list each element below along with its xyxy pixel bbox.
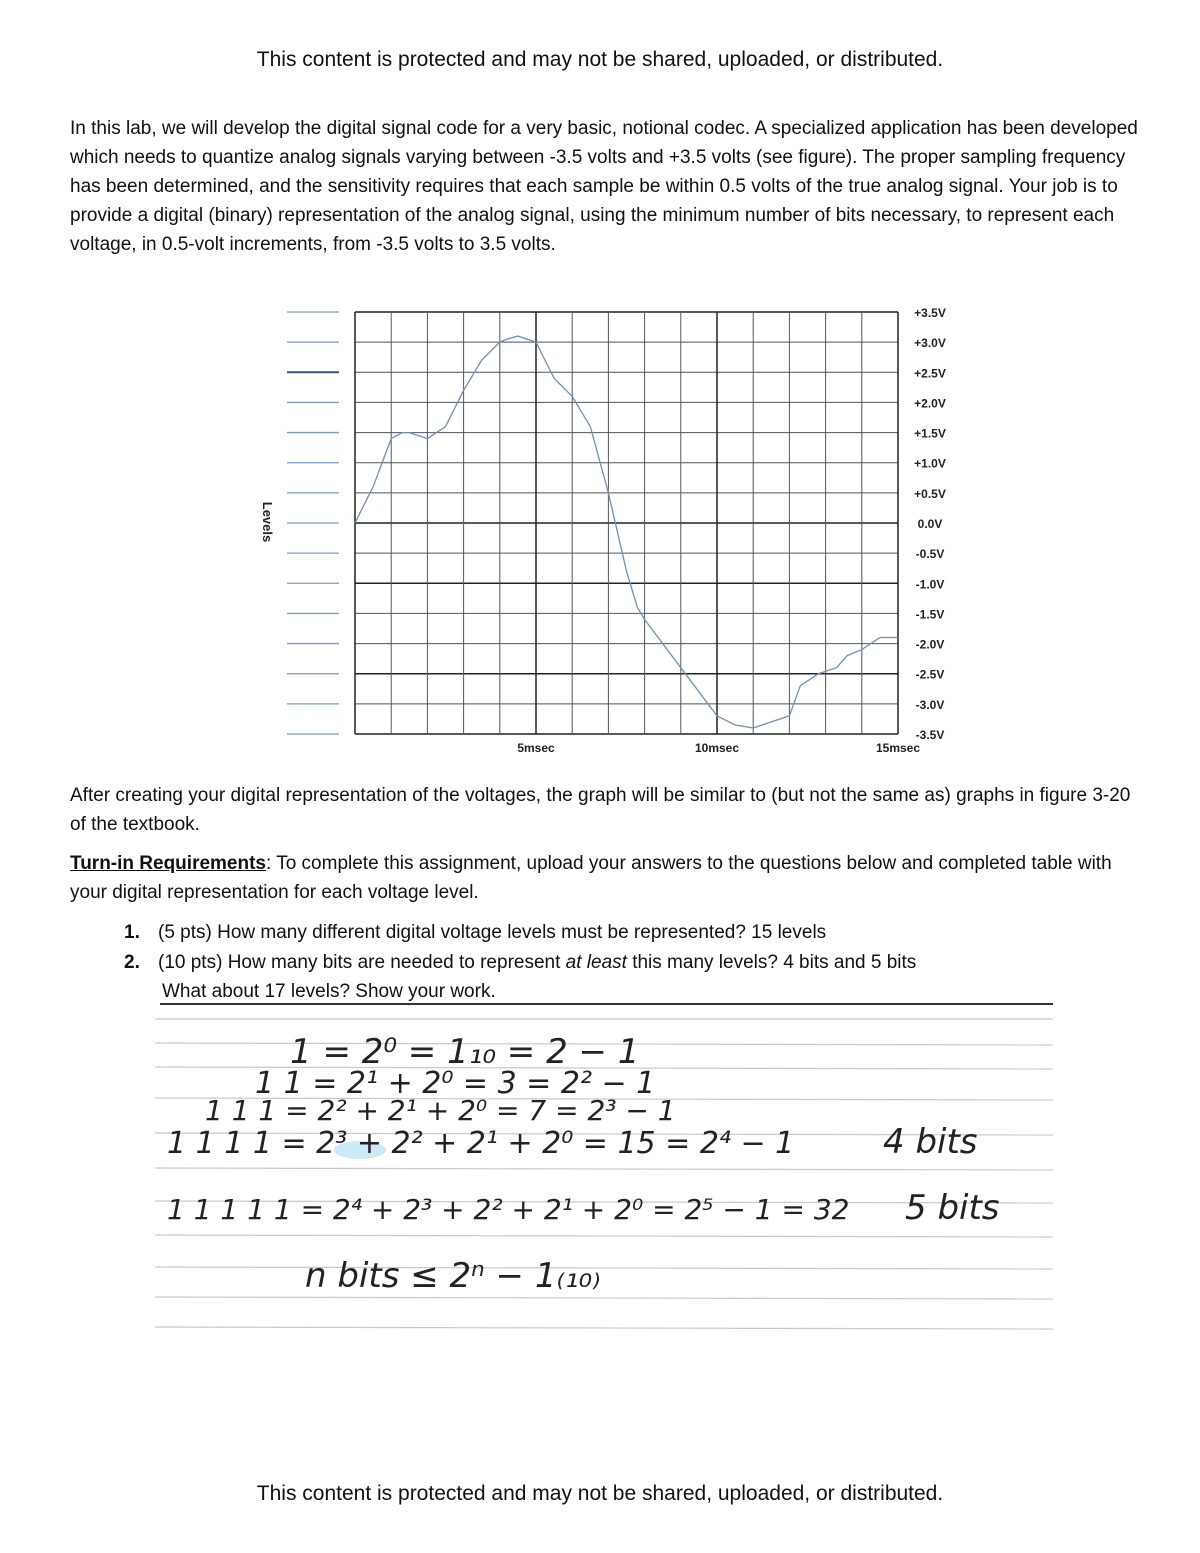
question-number: 2. <box>124 952 140 973</box>
turn-in-text: : To complete this assignment, upload your answers to the questions below and completed table with your digital representation for each voltage level. <box>70 853 1112 903</box>
time-labels <box>517 741 920 755</box>
voltage-label: +1.0V <box>914 456 946 471</box>
turn-in-heading: Turn-in Requirements <box>70 853 266 874</box>
copyright-banner-top: This content is protected and may not be shared, uploaded, or distributed. <box>256 48 944 71</box>
time-label: 5msec <box>517 741 555 755</box>
handwritten-work <box>155 1005 1055 1335</box>
analog-signal-line <box>355 336 898 728</box>
voltage-label: +3.0V <box>914 336 946 351</box>
voltage-label: -1.0V <box>915 577 945 592</box>
level-marks <box>287 312 339 734</box>
hand-line-5-bits: 5 bits <box>905 1188 1000 1228</box>
time-label: 10msec <box>694 741 740 755</box>
hand-line-6: n bits ≤ 2ⁿ − 1₍₁₀₎ <box>305 1256 601 1296</box>
turn-in-requirements <box>70 849 1140 907</box>
voltage-label: -0.5V <box>915 547 945 562</box>
question-2-sub: What about 17 levels? Show your work. <box>162 981 496 1002</box>
voltage-labels <box>914 306 946 742</box>
voltage-label: +2.0V <box>914 396 946 411</box>
question-text: (10 pts) How many bits are needed to represent <box>158 952 566 973</box>
question-number: 1. <box>124 922 140 943</box>
hand-line-4: 1 1 1 1 = 2³ + 2² + 2¹ + 2⁰ = 15 = 2⁴ − 1 <box>167 1126 795 1161</box>
voltage-label: -2.5V <box>915 667 945 682</box>
time-label: 15msec <box>875 741 921 755</box>
voltage-label: 0.0V <box>917 517 943 531</box>
voltage-label: -3.0V <box>915 697 945 712</box>
hand-line-1: 1 = 2⁰ = 1₁₀ = 2 − 1 <box>290 1032 640 1072</box>
voltage-label: +1.5V <box>914 426 946 441</box>
intro-paragraph: In this lab, we will develop the digital signal code for a very basic, notional codec. A specialized application has been developed which needs to quantize analog signals varying between -3.5 volts and +3.5 volts (see figure). The proper sampling frequency has been determined, and the sensitivity requires that each sample be within 0.5 volts of the true analog signal. Your job is to provide a digital (binary) representation of the analog signal, using the minimum number of bits necessary, to represent each voltage, in 0.5-volt increments, from -3.5 volts to 3.5 volts. <box>70 118 1138 255</box>
hand-line-3: 1 1 1 = 2² + 2¹ + 2⁰ = 7 = 2³ − 1 <box>205 1094 676 1127</box>
question-2 <box>124 948 1124 977</box>
voltage-label: +3.5V <box>914 306 946 320</box>
voltage-label: +0.5V <box>914 486 946 501</box>
hand-line-5: 1 1 1 1 1 = 2⁴ + 2³ + 2² + 2¹ + 2⁰ = 2⁵ − 1 = 32 <box>167 1193 850 1226</box>
question-emphasis: at least <box>565 952 627 973</box>
voltage-label: -1.5V <box>915 607 945 622</box>
signal-chart <box>240 296 960 766</box>
question-text: (5 pts) How many different digital voltage levels must be represented? 15 levels <box>158 922 827 943</box>
copyright-banner-bottom: This content is protected and may not be shared, uploaded, or distributed. <box>256 1482 944 1505</box>
voltage-label: -2.0V <box>915 637 945 652</box>
voltage-label: +2.5V <box>914 366 946 381</box>
after-paragraph: After creating your digital representation of the voltages, the graph will be similar to (but not the same as) graphs in figure 3-20 of the textbook. <box>70 785 1131 835</box>
question-text-end: this many levels? 4 bits and 5 bits <box>626 952 917 973</box>
voltage-label: -3.5V <box>915 728 945 742</box>
hand-line-4-bits: 4 bits <box>883 1122 978 1162</box>
chart-grid <box>355 312 898 734</box>
hand-line-2: 1 1 = 2¹ + 2⁰ = 3 = 2² − 1 <box>255 1066 656 1101</box>
y-axis-label: Levels <box>260 501 275 543</box>
question-1 <box>124 918 1124 947</box>
